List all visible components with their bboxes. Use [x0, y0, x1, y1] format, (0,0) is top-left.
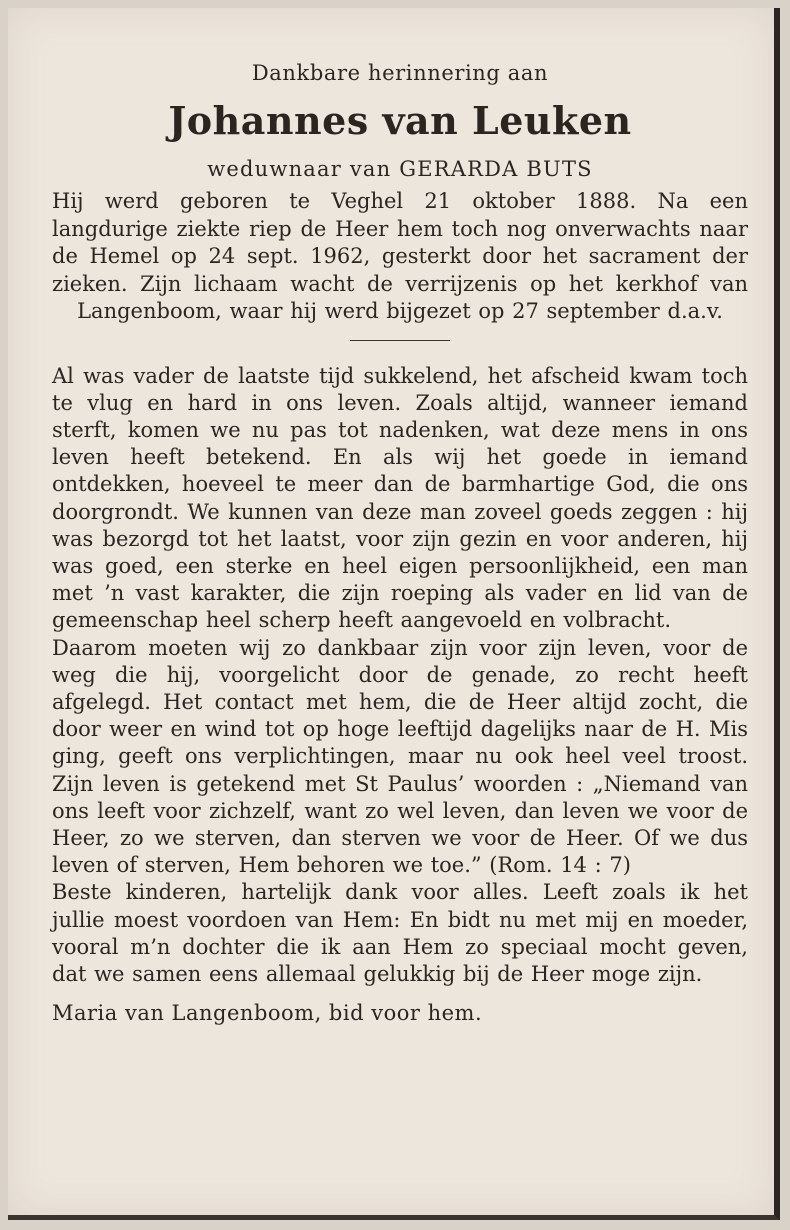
intro-line: Dankbare herinnering aan	[251, 61, 549, 85]
spouse-line: weduwnaar van GERARDA BUTS	[207, 157, 593, 181]
text-paragraph: Beste kinderen, hartelijk dank voor alles. Leeft zoals ik het jullie moest voordoen van Hem: En bidt nu met mij en moeder, vooral m’n dochter die ik aan Hem zo speciaal mocht geven, dat we samen eens allemaal gelukkig bij de Heer moge zijn.	[52, 880, 748, 986]
text-paragraph: Al was vader de laatste tijd sukkelend, het afscheid kwam toch te vlug en hard in ons leven. Zoals altijd, wanneer iemand sterft, komen we nu pas tot nadenken, wat deze mens in ons leven heeft betekend. En als wij het goede in iemand ontdekken, hoeveel te meer dan de barmhartige God, die ons doorgrondt. We kunnen van deze man zoveel goeds zeggen : hij was bezorgd tot het laatst, voor zijn gezin en voor anderen, hij was goed, een sterke en heel eigen persoonlijkheid, een man met ’n vast karakter, die zijn roeping als vader en lid van de gemeenschap heel scherp heeft aangevoeld en volbracht.	[52, 363, 748, 633]
text-paragraph: Daarom moeten wij zo dankbaar zijn voor zijn leven, voor de weg die hij, voorgelicht door de genade, zo recht heeft afgelegd. Het contact met hem, die de Heer altijd zocht, die door weer en wind tot op hoge leeftijd dagelijks naar de H. Mis ging, geeft ons verplichtingen, maar nu ook heel veel troost. Zijn leven is getekend met St Paulus’ woorden : „Niemand van ons leeft voor zichzelf, want zo wel leven, dan leven we voor de Heer, zo we sterven, dan sterven we voor de Heer. Of we dus leven of sterven, Hem behoren we toe.” (Rom. 14 : 7)	[52, 635, 748, 878]
card-content	[52, 54, 748, 1027]
biography-paragraph: Hij werd geboren te Veghel 21 oktober 1888. Na een langdurige ziekte riep de Heer hem toch nog onverwachts naar de Hemel op 24 sept. 1962, gesterkt door het sacrament der zieken. Zijn lichaam wacht de verrijzenis op het kerkhof van Langenboom, waar hij werd bijgezet op 27 september d.a.v.	[52, 189, 748, 323]
deceased-name: Johannes van Leuken	[168, 98, 632, 143]
divider-line	[350, 340, 450, 341]
closing-prayer: Maria van Langenboom, bid voor hem.	[52, 1001, 483, 1026]
memorial-card	[8, 8, 780, 1220]
